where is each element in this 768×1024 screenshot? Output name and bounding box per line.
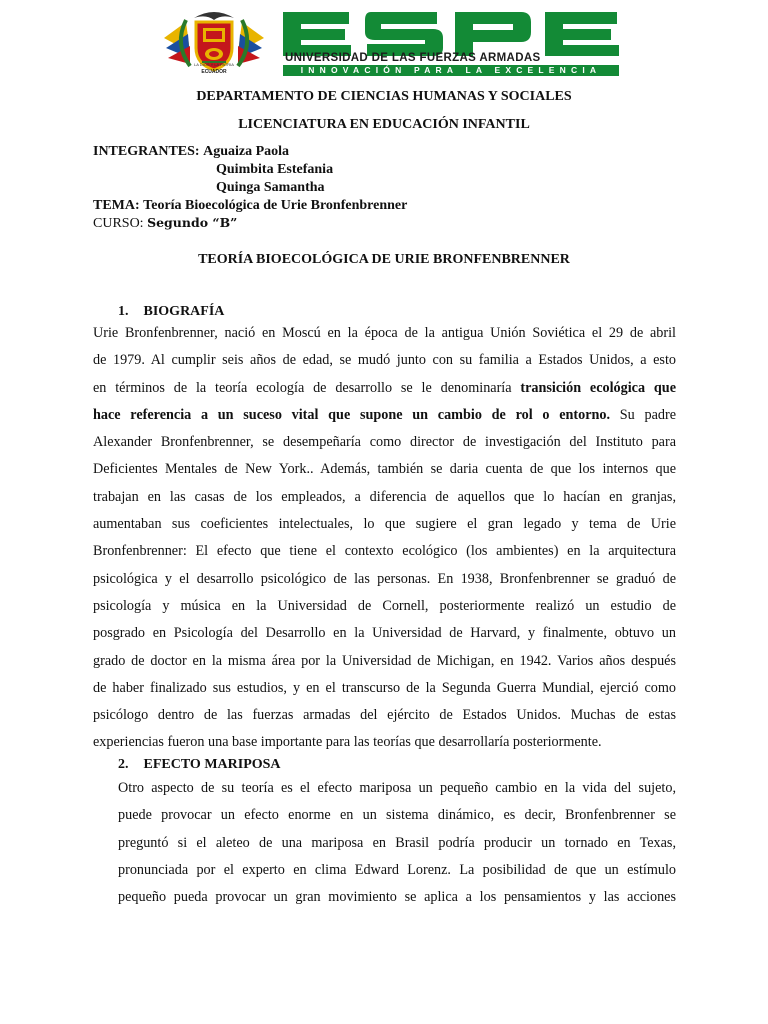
paragraph-line: preguntó si el aleteo de una mariposa en Brasil podría producir un tornado en Texas,	[118, 834, 676, 851]
highlight-text: transición ecológica que	[520, 379, 676, 396]
paragraph-line: psicológica y el desarrollo psicológico de las personas. En 1938, Bronfenbrenner se graduó de	[93, 570, 676, 587]
topic-value: Teoría Bioecológica de Urie Bronfenbrenner	[143, 198, 408, 213]
university-name: UNIVERSIDAD DE LAS FUERZAS ARMADAS	[285, 52, 541, 64]
paragraph-line: puede provocar un efecto enorme en un sistema dinámico, es decir, Bronfenbrenner se	[118, 807, 676, 824]
paragraph-line: Alexander Bronfenbrenner, se desempeñaría como director de investigación del Instituto para	[93, 434, 676, 451]
paragraph-line: Otro aspecto de su teoría es el efecto mariposa un pequeño cambio en la vida del sujeto,	[118, 780, 676, 796]
topic-row	[93, 197, 407, 215]
paragraph-line: de 1979. Al cumplir seis años de edad, se mudó junto con su familia a Estados Unidos, a esto	[93, 352, 676, 369]
section-number: 2.	[118, 757, 129, 772]
line-text: en términos de la teoría ecología de desarrollo se le denominaría	[93, 379, 512, 396]
paragraph-line: aumentaban sus coeficientes intelectuales, lo que sugiere el gran legado y tema de Urie	[93, 516, 676, 533]
department-title: DEPARTAMENTO DE CIENCIAS HUMANAS Y SOCIALES	[196, 89, 572, 104]
paragraph-line: grado de doctor en la misma área por la Universidad de Michigan, en 1942. Varios años después	[93, 652, 676, 669]
members-label: INTEGRANTES:	[93, 144, 200, 159]
member-name: Aguaiza Paola	[203, 144, 290, 159]
espe-logo-wordmark	[283, 10, 619, 58]
section-number: 1.	[118, 304, 129, 319]
paragraph-line: de haber finalizado sus estudios, y en el transcurso de la Segunda Guerra Mundial, ejerció como	[93, 679, 676, 696]
members-row	[93, 143, 289, 161]
paragraph-line: pronunciada por el experto en clima Edward Lorenz. La posibilidad de que un estímulo	[118, 861, 676, 878]
paragraph-line: posgrado en Psicología del Desarrollo en la Universidad de Harvard, y finalmente, obtuvo un	[93, 625, 676, 642]
program-title: LICENCIATURA EN EDUCACIÓN INFANTIL	[238, 117, 530, 132]
course-row	[93, 214, 237, 233]
main-title: TEORÍA BIOECOLÓGICA DE URIE BRONFENBRENNER	[198, 252, 570, 267]
section-heading-biografia	[118, 303, 224, 321]
crest-country-label: ECUADOR	[201, 69, 227, 75]
course-value: Segundo “B”	[147, 215, 238, 230]
paragraph-line: experiencias fueron una base importante para las teorías que desarrollaría posteriormente.	[93, 734, 602, 751]
paragraph-line: psicología y música en la Universidad de Cornell, posteriormente realizó un estudio de	[93, 597, 676, 614]
paragraph-line	[93, 402, 676, 429]
paragraph-line: psicólogo dentro de las fuerzas armadas del ejército de Estados Unidos. Muchas de estas	[93, 707, 676, 724]
member-name: Quinga Samantha	[216, 180, 325, 195]
efecto-mariposa-paragraph	[118, 775, 676, 911]
highlight-text: hace referencia a un suceso vital que supone un cambio de rol o entorno.	[93, 406, 611, 423]
paragraph-line: trabajan en las casas de los empleados, a diferencia de aquellos que lo hacían en granjas,	[93, 488, 676, 505]
paragraph-line: Deficientes Mentales de New York.. Además, también se daria cuenta de que los internos que	[93, 461, 676, 478]
paragraph-line: Bronfenbrenner: El efecto que tiene el contexto ecológico (los ambientes) en la arquitectura	[93, 543, 676, 560]
paragraph-line	[93, 375, 676, 402]
page-header	[0, 0, 768, 84]
section-title: BIOGRAFÍA	[143, 304, 225, 319]
paragraph-line: Urie Bronfenbrenner, nació en Moscú en la época de la antigua Unión Soviética el 29 de abril	[93, 325, 676, 341]
member-name: Quimbita Estefania	[216, 162, 334, 177]
section-heading-efecto-mariposa	[118, 756, 281, 774]
line-text: Su padre	[619, 406, 677, 423]
course-label: CURSO:	[93, 216, 144, 231]
section-title: EFECTO MARIPOSA	[143, 757, 281, 772]
biografia-paragraph	[93, 320, 676, 757]
paragraph-line: pequeño pueda provocar un gran movimiento se aplica a los pensamientos y las acciones	[118, 889, 676, 906]
crest-motto: LA DIOS Y LA PATRIA	[194, 62, 234, 67]
topic-label: TEMA:	[93, 198, 140, 213]
university-slogan: INNOVACIÓN PARA LA EXCELENCIA	[300, 65, 602, 75]
